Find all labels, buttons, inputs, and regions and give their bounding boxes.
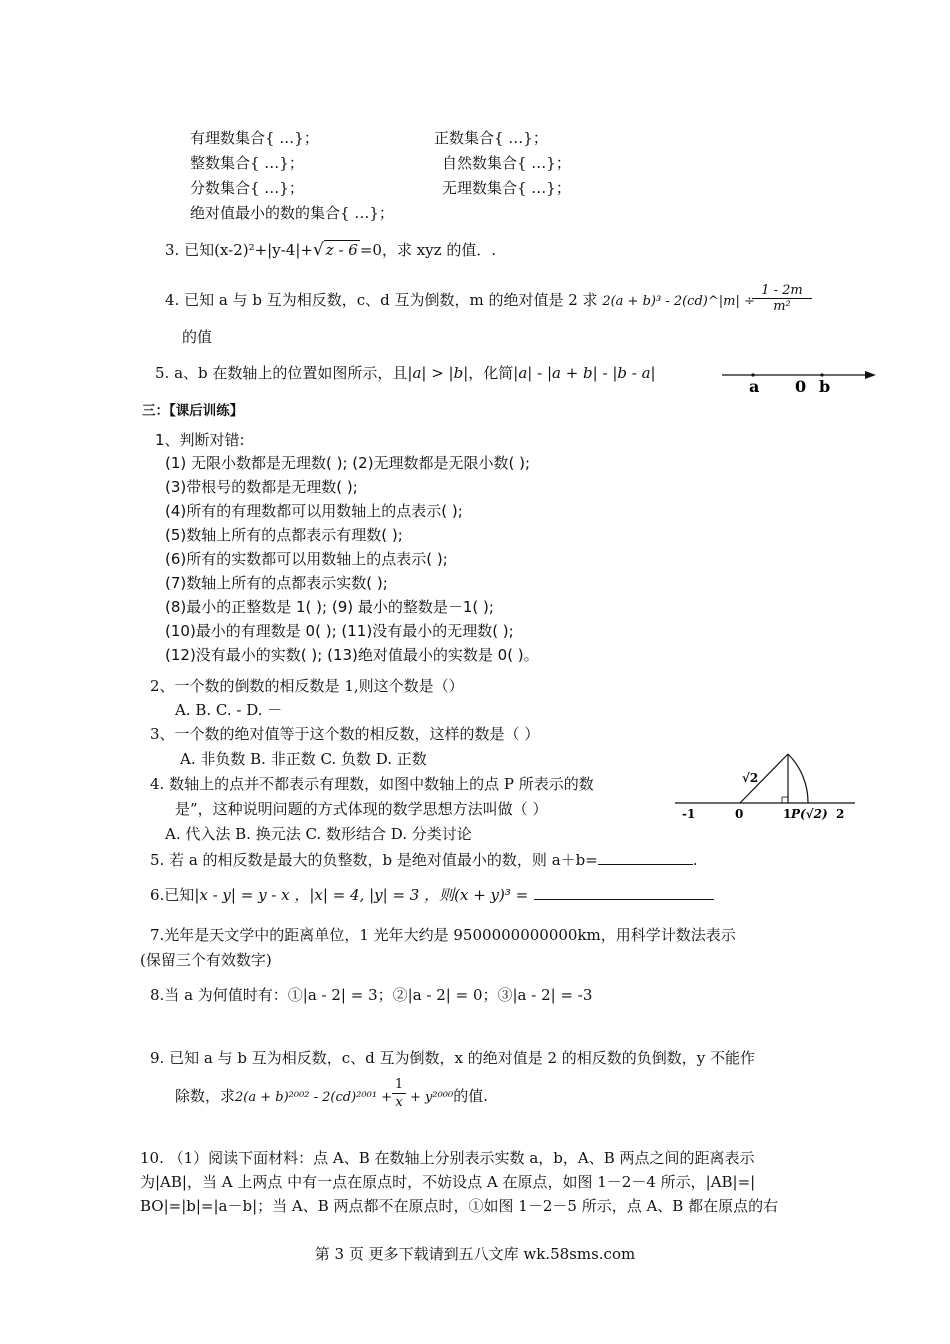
set-min-abs: 绝对值最小的数的集合{ …}； — [190, 204, 394, 222]
judge-item: (8)最小的正整数是 1( ); (9) 最小的整数是－1( ); — [165, 598, 494, 616]
judge-item: (10)最小的有理数是 0( ); (11)没有最小的无理数( ); — [165, 622, 514, 640]
q9-expression-a: 2(a + b)²⁰⁰² - 2(cd)²⁰⁰¹ + — [235, 1090, 393, 1105]
question-3 — [165, 240, 496, 260]
sqrt-sign: √ — [312, 240, 324, 260]
set-positive: 正数集合{ …}； — [434, 129, 548, 147]
judge-item: (1) 无限小数都是无理数( ); (2)无理数都是无限小数( ); — [165, 454, 531, 472]
figure-label-2: 2 — [836, 807, 845, 821]
q4-text: 4. 已知 a 与 b 互为相反数，c、d 互为倒数，m 的绝对值是 2 求 — [165, 291, 598, 309]
q5b-text: 5. 若 a 的相反数是最大的负整数，b 是绝对值最小的数，则 a＋b= — [150, 851, 598, 869]
set-irrational: 无理数集合{ …}； — [442, 179, 571, 197]
question-5b — [150, 850, 698, 870]
question-10-line2: 为|AB|，当 A 上两点 中有一点在原点时，不妨设点 A 在原点，如图 1－2－4 所示，|AB|=| — [140, 1173, 756, 1191]
judge-item: (4)所有的有理数都可以用数轴上的点表示( ); — [165, 502, 463, 520]
judge-heading: 1、判断对错: — [155, 431, 245, 449]
question-4b-options: A. 代入法 B. 换元法 C. 数形结合 D. 分类讨论 — [165, 825, 472, 843]
figure-label-neg1: -1 — [682, 807, 696, 821]
question-8: 8.当 a 为何值时有：①|a - 2| = 3；②|a - 2| = 0；③|a - 2| = -3 — [150, 986, 593, 1004]
q4-fraction-denominator: m² — [773, 299, 791, 314]
question-9-line2 — [175, 1086, 392, 1108]
judge-item: (5)数轴上所有的点都表示有理数( ); — [165, 526, 403, 544]
answer-blank — [534, 885, 714, 900]
q6-prefix: 6.已知 — [150, 886, 195, 904]
q3-prefix: 3. 已知(x-2)²+|y-4|+ — [165, 241, 313, 259]
question-7-line1: 7.光年是天文学中的距离单位，1 光年大约是 9500000000000km，用科学计数法表示 — [150, 926, 736, 944]
q3-radicand: z - 6 — [325, 241, 358, 259]
q4-tail: 的值 — [182, 328, 213, 346]
section-title: 三：【课后训练】 — [142, 403, 244, 419]
q5-expression: |a| - |a + b| - |b - a| — [513, 364, 656, 382]
q9-expression-b: + y²⁰⁰⁰ — [410, 1090, 454, 1105]
question-9-line1: 9. 已知 a 与 b 互为相反数，c、d 互为倒数，x 的绝对值是 2 的相反数的负倒数，y 不能作 — [150, 1049, 756, 1067]
q9-fraction-denominator: x — [395, 1095, 403, 1110]
set-natural: 自然数集合{ …}； — [442, 154, 571, 172]
right-angle-mark — [782, 797, 788, 803]
q5-number-line — [720, 362, 880, 398]
judge-item: (7)数轴上所有的点都表示实数( ); — [165, 574, 388, 592]
q6-expression: |x - y| = y - x ，|x| = 4, |y| = 3 ，则 — [194, 886, 455, 904]
figure-label-sqrt2: √2 — [742, 771, 759, 785]
sqrt2-figure — [670, 748, 860, 824]
set-fraction: 分数集合{ …}； — [190, 179, 304, 197]
axis-arrow — [865, 371, 876, 379]
q9-fraction-numerator: 1 — [392, 1076, 406, 1094]
q3-suffix: =0，求 xyz 的值．. — [359, 241, 497, 259]
set-integer: 整数集合{ …}； — [190, 154, 304, 172]
figure-label-1: 1 — [783, 807, 792, 821]
question-2b: 2、一个数的倒数的相反数是 1,则这个数是（） — [150, 677, 464, 695]
q9-prefix: 除数，求 — [175, 1087, 236, 1105]
q5b-end: . — [692, 851, 698, 869]
question-9-line2-tail — [410, 1086, 488, 1108]
answer-blank — [598, 850, 693, 865]
question-4 — [165, 290, 755, 312]
q5-text: 5. a、b 在数轴上的位置如图所示，且 — [155, 364, 408, 382]
q6-target: (x + y)³ = — [454, 886, 529, 904]
question-7-line2: (保留三个有效数字) — [140, 951, 272, 969]
question-4b-line1: 4. 数轴上的点并不都表示有理数，如图中数轴上的点 P 所表示的数 — [150, 775, 594, 793]
q4-fraction — [752, 283, 812, 314]
judge-item: (12)没有最小的实数( ); (13)绝对值最小的实数是 0( )。 — [165, 646, 539, 664]
question-2b-options: A. B. C. - D. － — [175, 701, 283, 719]
q4-expression: 2(a + b)³ - 2(cd)^|m| ÷ — [602, 294, 755, 309]
figure-label-0: 0 — [735, 807, 744, 821]
axis-label-a: a — [749, 377, 760, 396]
question-6 — [150, 885, 714, 905]
question-10-line1: 10. （1）阅读下面材料：点 A、B 在数轴上分别表示实数 a，b，A、B 两点之间的距离表示 — [140, 1149, 755, 1167]
q5-mid: ，化简 — [468, 364, 514, 382]
page-footer: 第 3 页 更多下载请到五八文库 wk.58sms.com — [314, 1245, 636, 1263]
q4-fraction-numerator: 1 - 2m — [752, 283, 812, 299]
question-3b: 3、一个数的绝对值等于这个数的相反数，这样的数是（ ） — [150, 725, 540, 743]
q9-suffix: 的值. — [453, 1087, 488, 1105]
question-10-line3: BO|=|b|=|a－b|；当 A、B 两点都不在原点时，①如图 1－2－5 所示，点 A、B 都在原点的右 — [140, 1197, 779, 1215]
axis-label-b: b — [819, 377, 831, 396]
q9-fraction — [392, 1076, 406, 1111]
question-4b-line2: 是”，这种说明问题的方式体现的数学思想方法叫做（ ） — [175, 800, 548, 818]
judge-item: (3)带根号的数都是无理数( ); — [165, 478, 358, 496]
figure-label-p: P(√2) — [791, 807, 828, 821]
q5-condition: |a| > |b| — [407, 364, 469, 382]
judge-item: (6)所有的实数都可以用数轴上的点表示( ); — [165, 550, 448, 568]
set-rational: 有理数集合{ …}； — [190, 129, 319, 147]
axis-label-0: 0 — [795, 377, 807, 396]
question-5 — [155, 363, 656, 383]
question-3b-options: A. 非负数 B. 非正数 C. 负数 D. 正数 — [180, 750, 427, 768]
compass-arc — [788, 754, 808, 803]
